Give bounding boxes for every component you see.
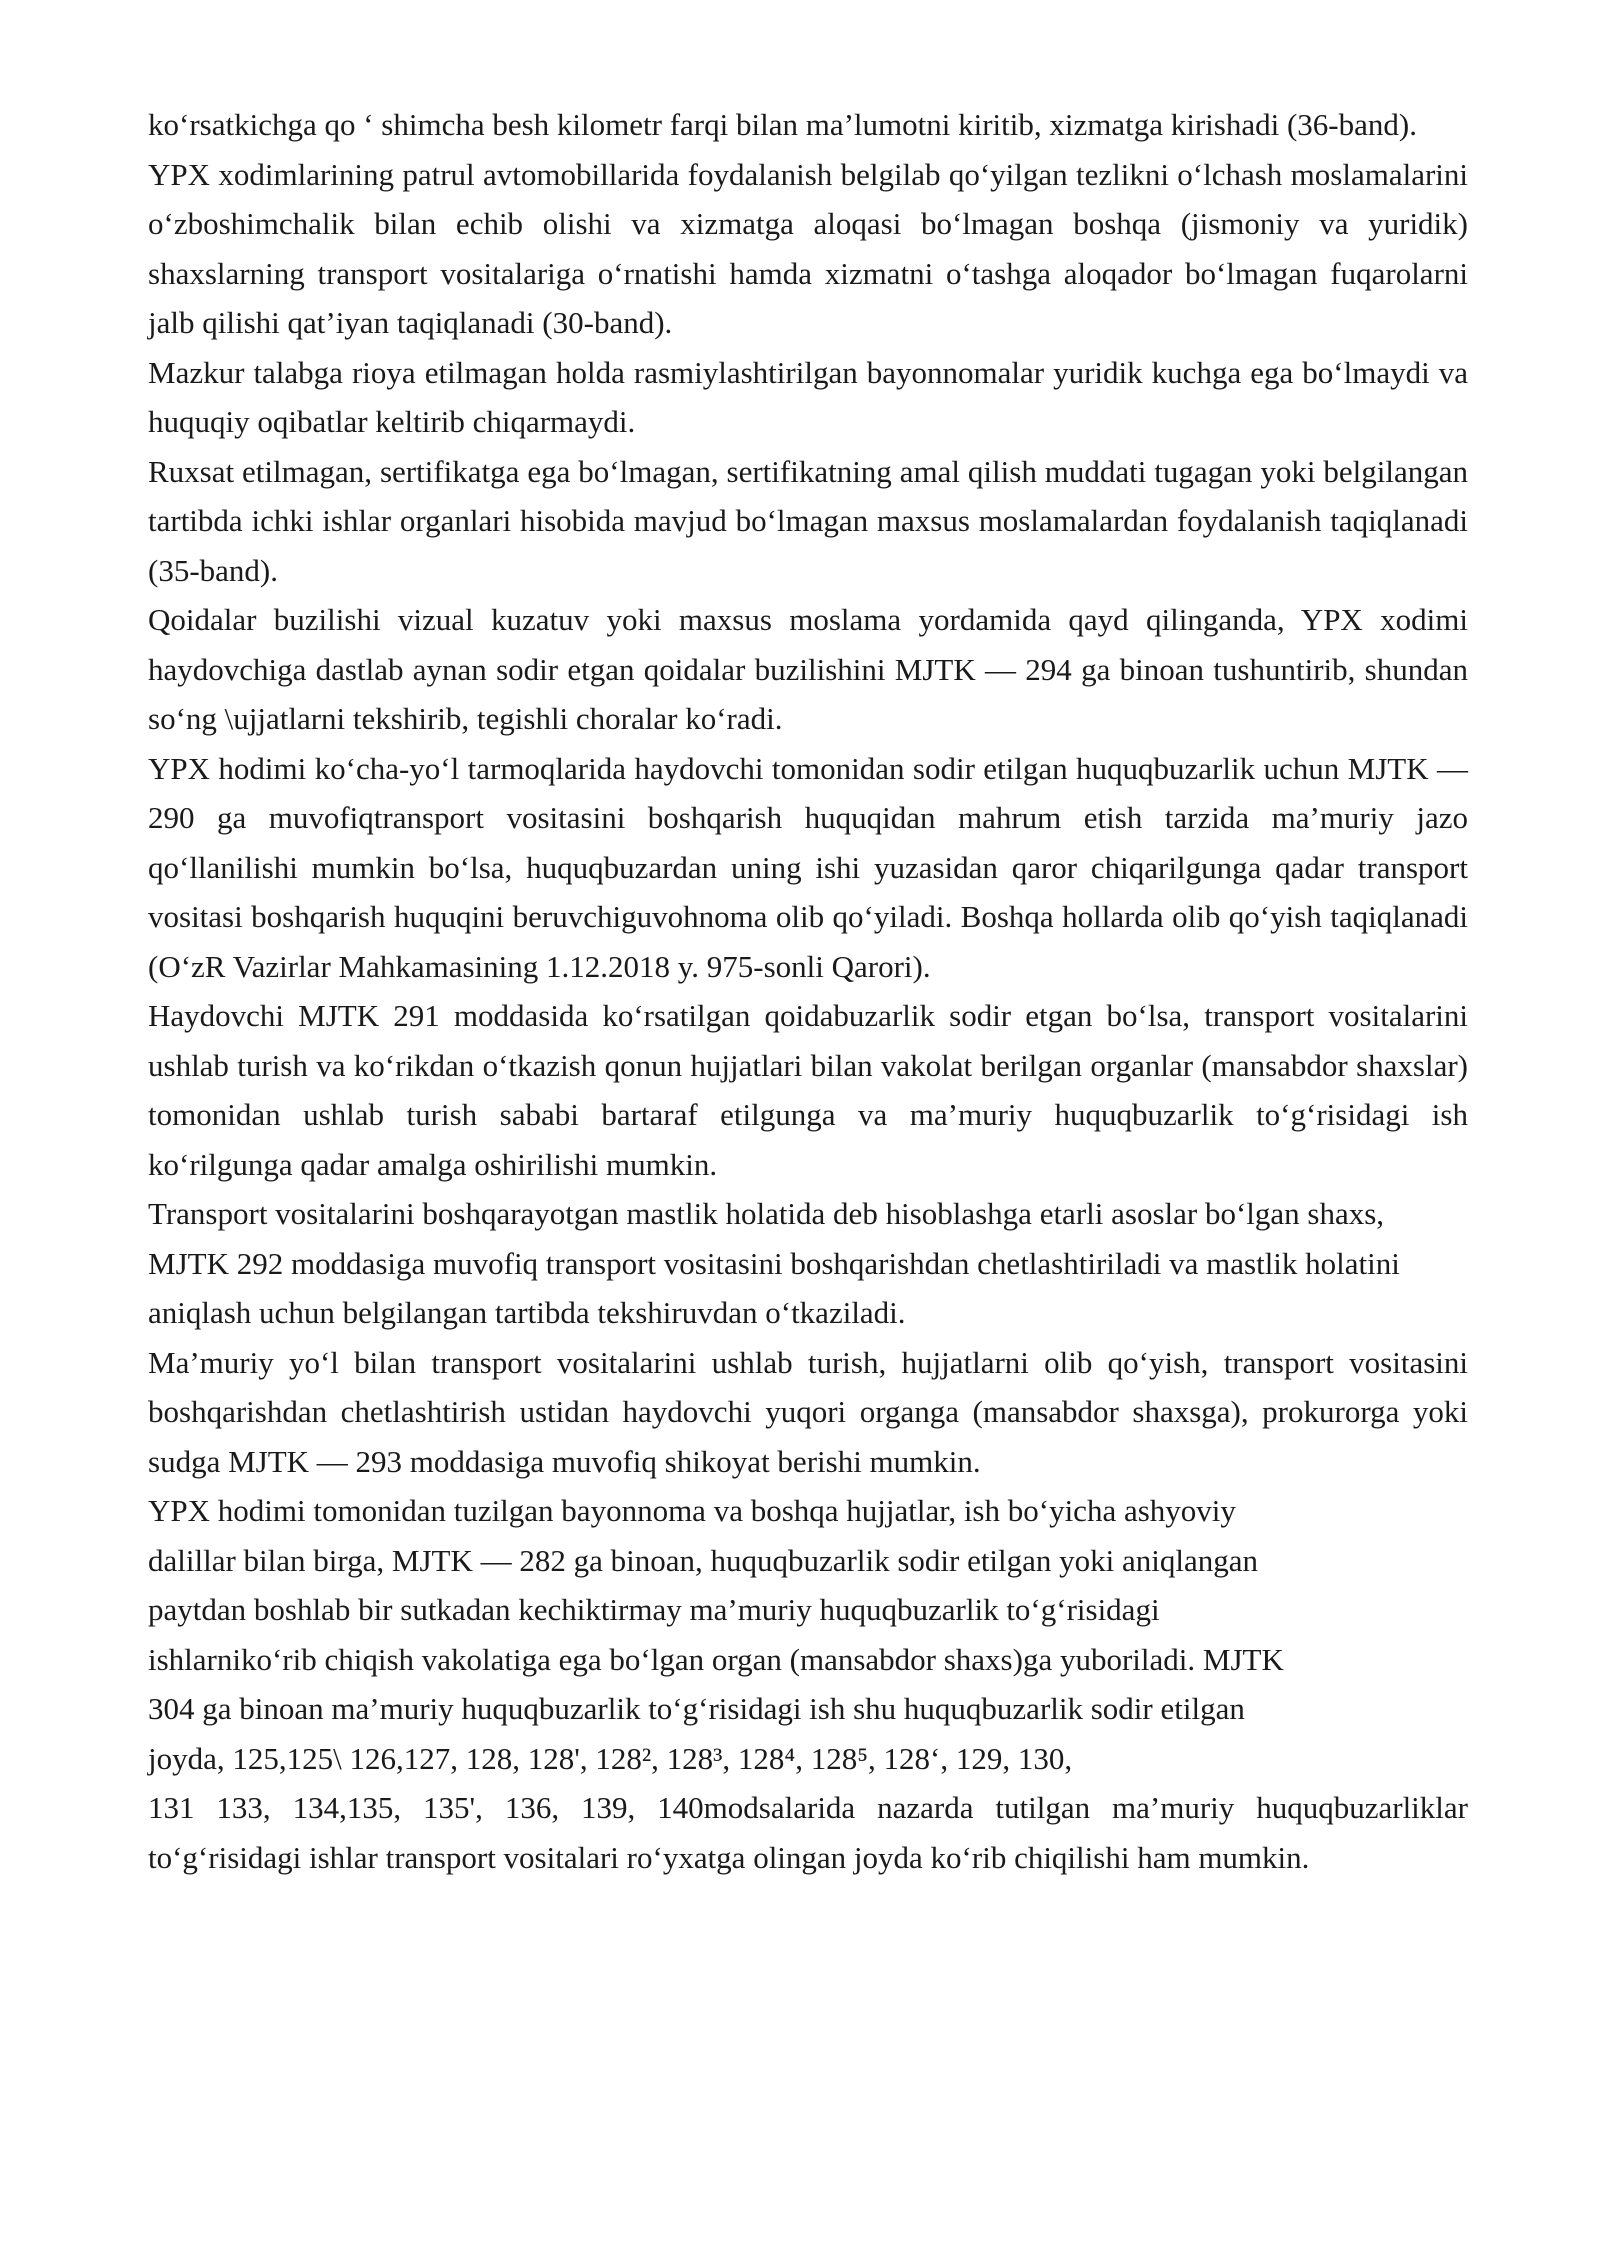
paragraph-bayonnomalar: Mazkur talabga rioya etilmagan holda rasmiylashtirilgan bayonnomalar yuridik kuchga ega bo‘lmaydi va huquqiy oqibatlar keltirib chiqarmaydi.	[148, 354, 1468, 439]
paragraph-35-band: Ruxsat etilmagan, sertifikatga ega bo‘lmagan, sertifikatning amal qilish muddati tugagan yoki belgilangan tartibda ichki ishlar organlari hisobida mavjud bo‘lmagan maxsus moslamalardan foydalanish taqiqlanadi (35-band).	[148, 453, 1468, 588]
text-line: 304 ga binoan ma’muriy huquqbuzarlik to‘g‘risidagi ish shu huquqbuzarlik sodir etilgan	[148, 1691, 1245, 1726]
text-line: 131 133, 134,135, 135', 136, 139, 140modsalarida nazarda tutilgan ma’muriy huquqbuzarliklar to‘g‘risidagi ishlar transport vositalari ro‘yxatga olingan joyda ko‘rib chiqilishi ham mumkin.	[148, 1790, 1468, 1875]
paragraph-mjtk-290: YPX hodimi ko‘cha-yo‘l tarmoqlarida haydovchi tomonidan sodir etilgan huquqbuzarlik uchun MJTK — 290 ga muvofiqtransport vositasini boshqarish huquqidan mahrum etish tarzida ma’muriy jazo qo‘llanilishi mumkin bo‘lsa, huquqbuzardan uning ishi yuzasidan qaror chiqarilgunga qadar transport vositasi boshqarish huquqini beruvchiguvohnoma olib qo‘yiladi. Boshqa hollarda olib qo‘yish taqiqlanadi (O‘zR Vazirlar Mahkamasining 1.12.2018 y. 975-sonli Qarori).	[148, 750, 1468, 984]
document-page	[148, 100, 1468, 1882]
paragraph-mjtk-294: Qoidalar buzilishi vizual kuzatuv yoki maxsus moslama yordamida qayd qilinganda, YPX xodimi haydovchiga dastlab aynan sodir etgan qoidalar buzilishini MJTK — 294 ga binoan tushuntirib, shundan so‘ng \ujjatlarni tekshirib, tegishli choralar ko‘radi.	[148, 602, 1468, 736]
text-line: dalillar bilan birga, MJTK — 282 ga binoan, huquqbuzarlik sodir etilgan yoki aniqlangan	[148, 1542, 1259, 1578]
text-line: paytdan boshlab bir sutkadan kechiktirmay ma’muriy huquqbuzarlik to‘g‘risidagi	[148, 1592, 1160, 1627]
paragraph-mjtk-292: Transport vositalarini boshqarayotgan mastlik holatida deb hisoblashga etarli asoslar bo‘lgan shaxs, MJTK 292 moddasiga muvofiq transport vositasini boshqarishdan chetlashtiriladi va mastlik holatini aniqlash uchun belgilangan tartibda tekshiruvdan o‘tkaziladi.	[148, 1196, 1400, 1330]
paragraph-30-band: YPX xodimlarining patrul avtomobillarida foydalanish belgilab qo‘yilgan tezlikni o‘lchash moslamalarini o‘zboshimchalik bilan echib olishi va xizmatga aloqasi bo‘lmagan boshqa (jismoniy va yuridik) shaxslarning transport vositalariga o‘rnatishi hamda xizmatni o‘tashga aloqador bo‘lmagan fuqarolarni jalb qilishi qat’iyan taqiqlanadi (30-band).	[148, 156, 1468, 340]
text-line: ishlarniko‘rib chiqish vakolatiga ega bo‘lgan organ (mansabdor shaxs)ga yuboriladi. MJTK	[148, 1641, 1284, 1677]
paragraph-36-band: ko‘rsatkichga qo ‘ shimcha besh kilometr farqi bilan ma’lumotni kiritib, xizmatga kirishadi (36-band).	[148, 107, 1417, 142]
text-line: joyda, 125,125\ 126,127, 128, 128', 128², 128³, 128⁴, 128⁵, 128‘, 129, 130,	[148, 1740, 1073, 1776]
paragraph-mjtk-291: Haydovchi MJTK 291 moddasida ko‘rsatilgan qoidabuzarlik sodir etgan bo‘lsa, transport vositalarini ushlab turish va ko‘rikdan o‘tkazish qonun hujjatlari bilan vakolat berilgan organlar (mansabdor shaxslar) tomonidan ushlab turish sababi bartaraf etilgunga va ma’muriy huquqbuzarlik to‘g‘risidagi ish ko‘rilgunga qadar amalga oshirilishi mumkin.	[148, 998, 1468, 1182]
text-line: YPX hodimi tomonidan tuzilgan bayonnoma va boshqa hujjatlar, ish bo‘yicha ashyoviy	[148, 1493, 1236, 1528]
paragraph-mjtk-293: Ma’muriy yo‘l bilan transport vositalarini ushlab turish, hujjatlarni olib qo‘yish, transport vositasini boshqarishdan chetlashtirish ustidan haydovchi yuqori organga (mansabdor shaxsga), prokurorga yoki sudga MJTK — 293 moddasiga muvofiq shikoyat berishi mumkin.	[148, 1344, 1468, 1479]
paragraph-mjtk-282	[148, 1486, 1468, 1882]
